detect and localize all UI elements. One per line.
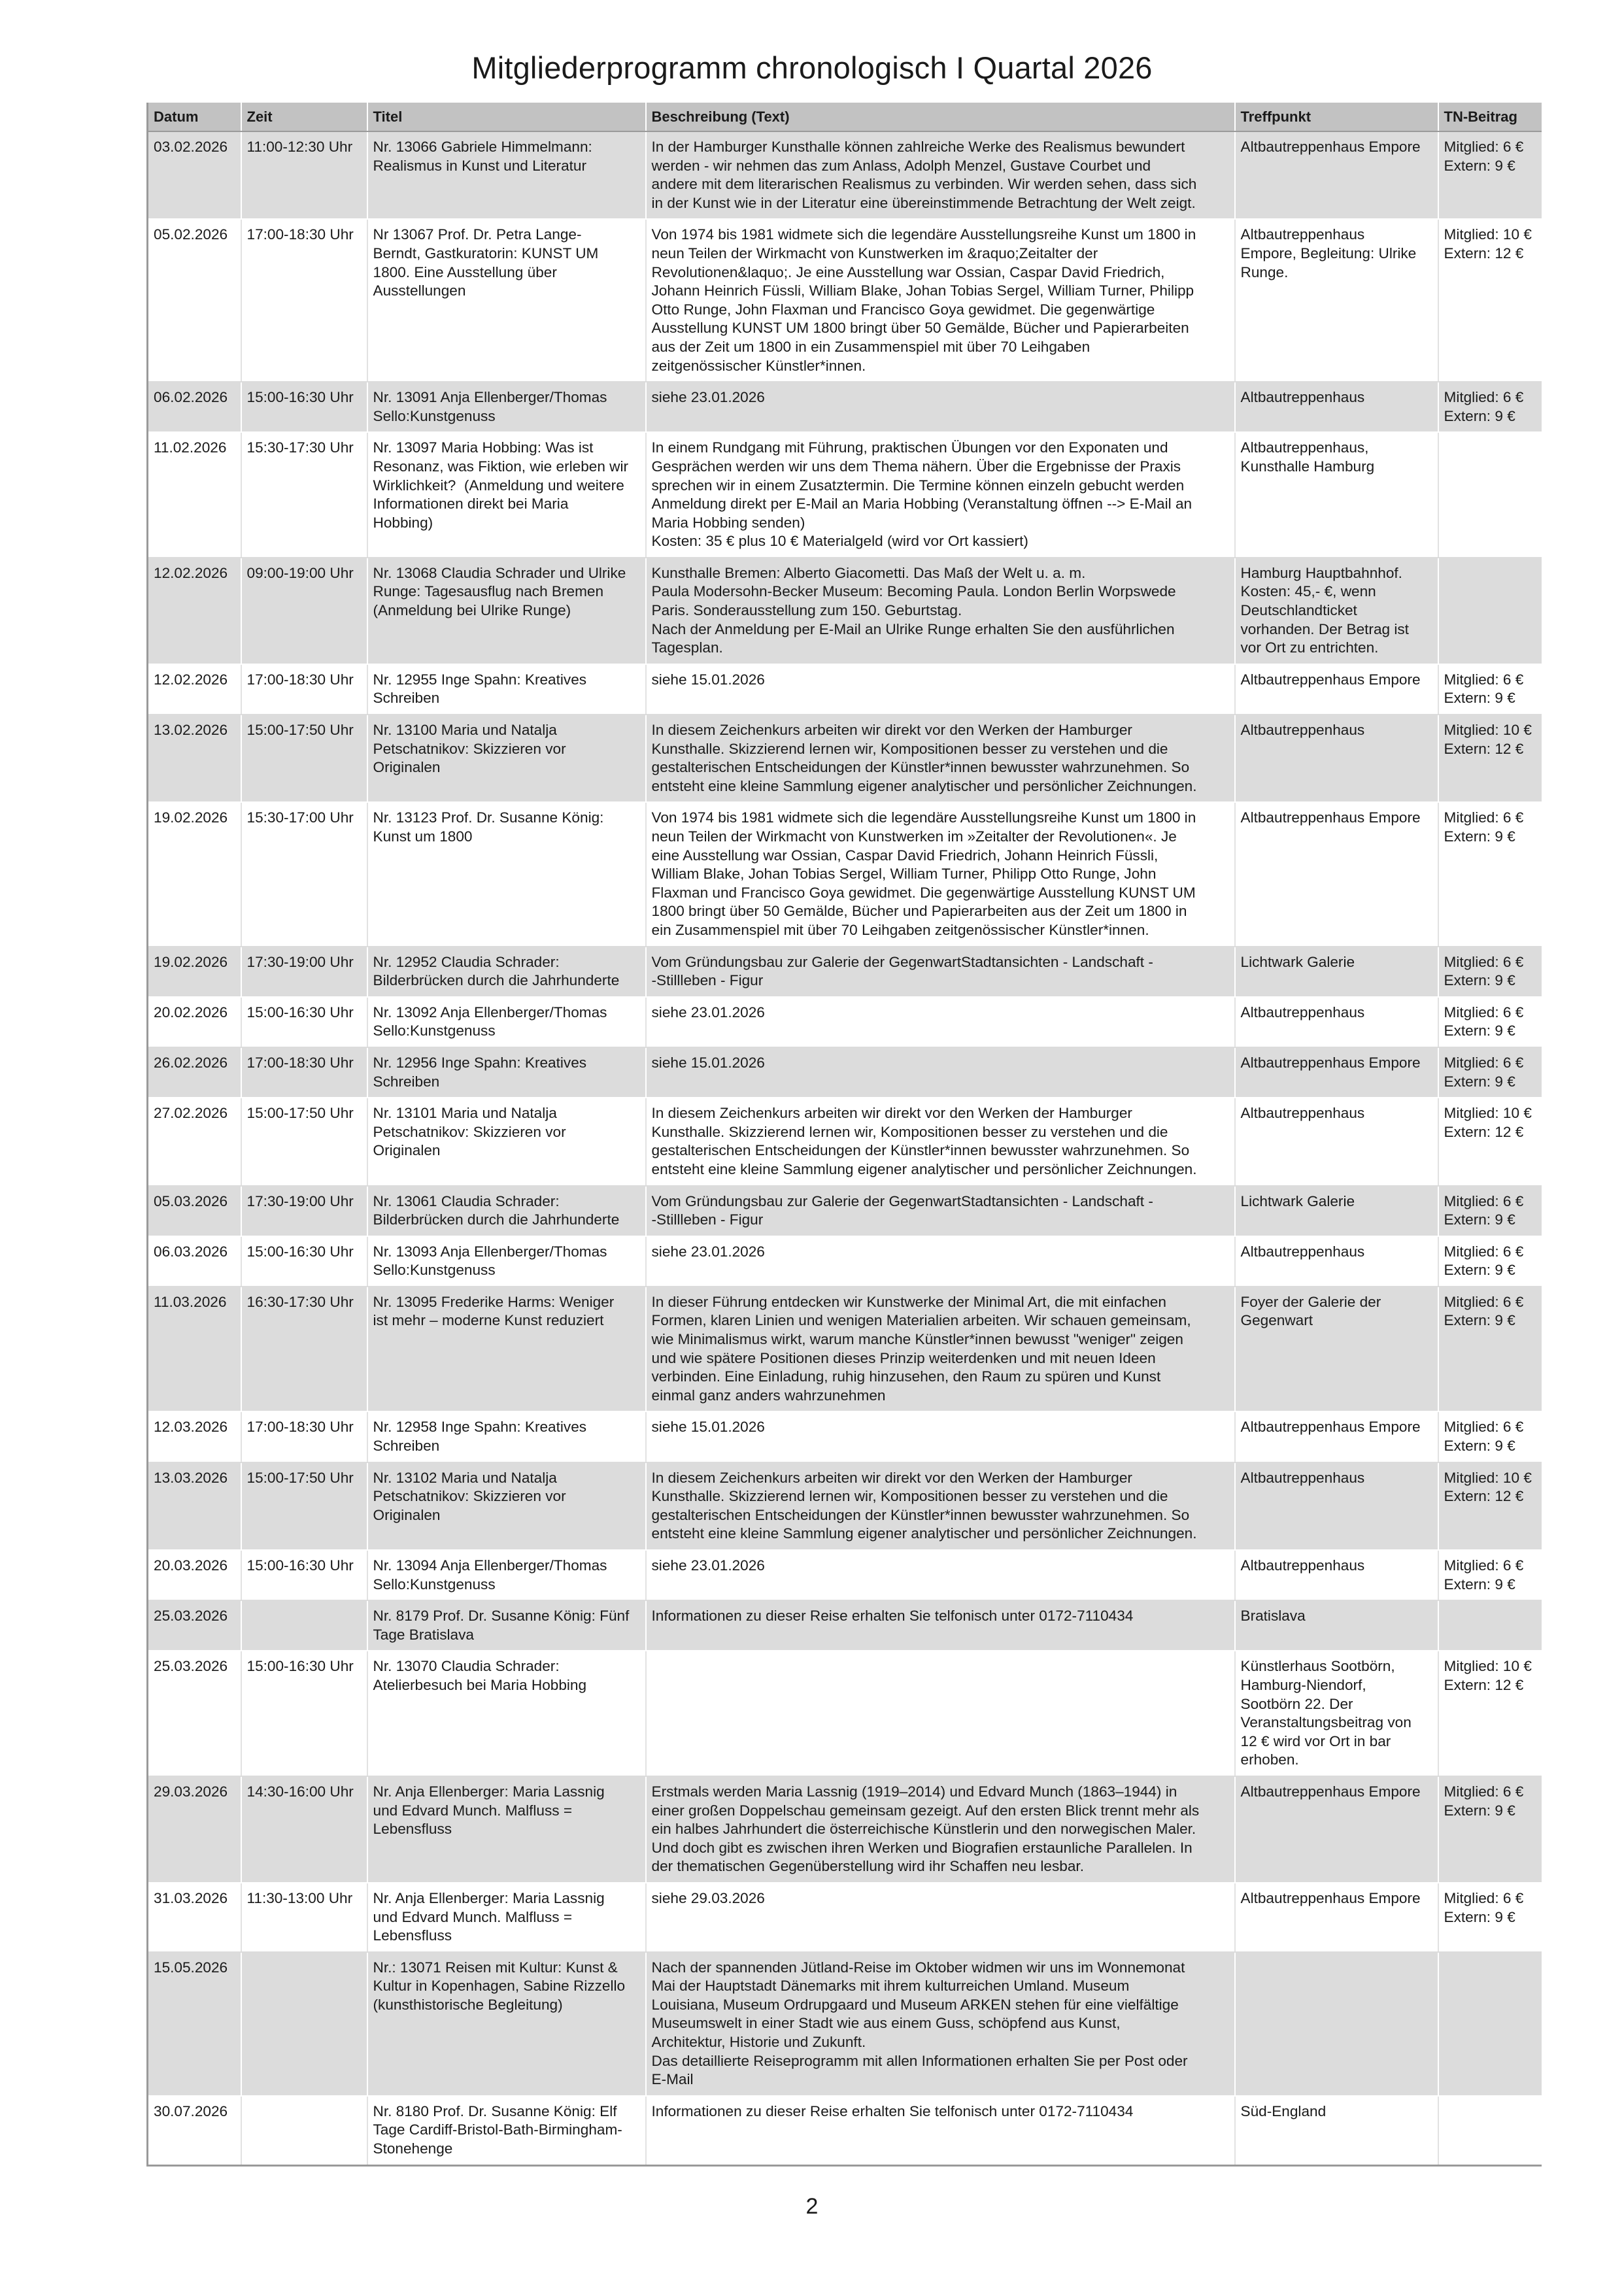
cell-time: 11:30-13:00 Uhr <box>241 1883 367 1952</box>
cell-date: 06.02.2026 <box>148 382 241 432</box>
cell-time: 15:00-17:50 Uhr <box>241 1098 367 1185</box>
cell-meeting-point: Altbautreppenhaus <box>1235 1236 1438 1287</box>
cell-time: 09:00-19:00 Uhr <box>241 558 367 664</box>
cell-date: 19.02.2026 <box>148 947 241 997</box>
cell-date: 12.03.2026 <box>148 1411 241 1462</box>
table-row <box>148 1047 1542 1098</box>
cell-time: 15:00-16:30 Uhr <box>241 1651 367 1776</box>
cell-fee <box>1438 1952 1542 2096</box>
cell-meeting-point: Altbautreppenhaus Empore <box>1235 802 1438 946</box>
cell-description: siehe 15.01.2026 <box>646 1047 1235 1098</box>
cell-fee: Mitglied: 10 € Extern: 12 € <box>1438 1651 1542 1776</box>
table-row <box>148 2096 1542 2165</box>
cell-time: 15:00-17:50 Uhr <box>241 1462 367 1550</box>
table-row <box>148 715 1542 802</box>
cell-date: 29.03.2026 <box>148 1776 241 1883</box>
cell-fee: Mitglied: 6 € Extern: 9 € <box>1438 664 1542 715</box>
cell-date: 15.05.2026 <box>148 1952 241 2096</box>
cell-time: 15:00-16:30 Uhr <box>241 382 367 432</box>
cell-meeting-point: Lichtwark Galerie <box>1235 947 1438 997</box>
cell-fee <box>1438 558 1542 664</box>
table-row <box>148 1550 1542 1600</box>
cell-date: 25.03.2026 <box>148 1651 241 1776</box>
cell-description: Nach der spannenden Jütland-Reise im Oktober widmen wir uns im Wonnemonat Mai der Hauptstadt Dänemarks mit ihrem kulturreichen Umland. Museum Louisiana, Museum Ordrupgaard und Museum ARKEN stehen für eine vielfältige Museumswelt in einer Stadt wie aus einem Guss, schöpfend aus Kunst, Architektur, Historie und Zukunft. Das detaillierte Reiseprogramm mit allen Informationen erhalten Sie per Post oder E-Mail <box>646 1952 1235 2096</box>
cell-date: 20.03.2026 <box>148 1550 241 1600</box>
cell-description: In einem Rundgang mit Führung, praktischen Übungen vor den Exponaten und Gesprächen werden wir uns dem Thema nähern. Über die Ergebnisse der Praxis sprechen wir in einem Zusatztermin. Die Termine können einzeln gebucht werden Anmeldung direkt per E-Mail an Maria Hobbing (Veranstaltung öffnen --> E-Mail an Maria Hobbing senden) Kosten: 35 € plus 10 € Materialgeld (wird vor Ort kassiert) <box>646 432 1235 558</box>
cell-description: In der Hamburger Kunsthalle können zahlreiche Werke des Realismus bewundert werden - wir nehmen das zum Anlass, Adolph Menzel, Gustave Courbet und andere mit dem literarischen Realismus zu verbinden. Wir werden sehen, dass sich in der Kunst wie in der Literatur eine übereinstimmende Betrachtung der Welt zeigt. <box>646 131 1235 219</box>
table-row <box>148 802 1542 946</box>
table-header <box>148 103 1542 131</box>
cell-title: Nr. 13095 Frederike Harms: Weniger ist mehr – moderne Kunst reduziert <box>367 1287 646 1412</box>
table-row <box>148 1883 1542 1952</box>
cell-description: siehe 23.01.2026 <box>646 1550 1235 1600</box>
cell-date: 05.03.2026 <box>148 1186 241 1236</box>
cell-date: 11.03.2026 <box>148 1287 241 1412</box>
cell-fee: Mitglied: 6 € Extern: 9 € <box>1438 947 1542 997</box>
cell-fee: Mitglied: 6 € Extern: 9 € <box>1438 997 1542 1047</box>
cell-fee: Mitglied: 10 € Extern: 12 € <box>1438 219 1542 382</box>
cell-meeting-point: Altbautreppenhaus Empore <box>1235 1411 1438 1462</box>
cell-meeting-point <box>1235 1952 1438 2096</box>
table-row <box>148 432 1542 558</box>
program-table <box>146 103 1542 2167</box>
cell-time: 15:30-17:00 Uhr <box>241 802 367 946</box>
cell-title: Nr. 13101 Maria und Natalja Petschatnikov: Skizzieren vor Originalen <box>367 1098 646 1185</box>
cell-fee: Mitglied: 10 € Extern: 12 € <box>1438 1462 1542 1550</box>
cell-fee: Mitglied: 6 € Extern: 9 € <box>1438 1236 1542 1287</box>
page-number: 2 <box>805 2194 819 2219</box>
cell-title: Nr. 13066 Gabriele Himmelmann: Realismus in Kunst und Literatur <box>367 131 646 219</box>
cell-meeting-point: Altbautreppenhaus Empore <box>1235 664 1438 715</box>
cell-time: 17:30-19:00 Uhr <box>241 947 367 997</box>
page-title: Mitgliederprogramm chronologisch I Quartal 2026 <box>471 50 1153 85</box>
cell-meeting-point: Altbautreppenhaus <box>1235 1462 1438 1550</box>
cell-description: Von 1974 bis 1981 widmete sich die legendäre Ausstellungsreihe Kunst um 1800 in neun Teilen der Wirkmacht von Kunstwerken im »Zeitalter der Revolutionen«. Je eine Ausstellung war Ossian, Caspar David Friedrich, Johann Heinrich Füssli, William Blake, Johan Tobias Sergel, William Turner, Philipp Otto Runge, John Flaxman und Francisco Goya gewidmet. Die gegenwärtige Ausstellung KUNST UM 1800 bringt über 50 Gemälde, Bücher und Papierarbeiten aus der Zeit um 1800 in ein Zusammenspiel mit über 70 Leihgaben zeitgenössischer Künstler*innen. <box>646 802 1235 946</box>
cell-description: siehe 23.01.2026 <box>646 1236 1235 1287</box>
column-header-date: Datum <box>148 103 241 131</box>
table-row <box>148 1462 1542 1550</box>
cell-time: 16:30-17:30 Uhr <box>241 1287 367 1412</box>
cell-title: Nr. 13070 Claudia Schrader: Atelierbesuch bei Maria Hobbing <box>367 1651 646 1776</box>
cell-date: 30.07.2026 <box>148 2096 241 2165</box>
program-table-container <box>146 103 1540 2167</box>
cell-time <box>241 1600 367 1651</box>
cell-description: Erstmals werden Maria Lassnig (1919–2014) und Edvard Munch (1863–1944) in einer großen Doppelschau gemeinsam gezeigt. Auf den ersten Blick trennt mehr als ein halbes Jahrhundert die österreichische Künstlerin und den norwegischen Maler. Und doch gibt es zwischen ihren Werken und Biografien erstaunliche Parallelen. In der thematischen Gegenüberstellung wird ihr Schaffen neu lesbar. <box>646 1776 1235 1883</box>
cell-title: Nr. 12952 Claudia Schrader: Bilderbrücken durch die Jahrhunderte <box>367 947 646 997</box>
cell-description: siehe 29.03.2026 <box>646 1883 1235 1952</box>
table-row <box>148 947 1542 997</box>
cell-title: Nr. 13092 Anja Ellenberger/Thomas Sello:Kunstgenuss <box>367 997 646 1047</box>
cell-description: Kunsthalle Bremen: Alberto Giacometti. Das Maß der Welt u. a. m. Paula Modersohn-Becker Museum: Becoming Paula. London Berlin Worpswede Paris. Sonderausstellung zum 150. Geburtstag. Nach der Anmeldung per E-Mail an Ulrike Runge erhalten Sie den ausführlichen Tagesplan. <box>646 558 1235 664</box>
table-row <box>148 1287 1542 1412</box>
table-row <box>148 1411 1542 1462</box>
table-row <box>148 1098 1542 1185</box>
cell-time: 17:00-18:30 Uhr <box>241 1411 367 1462</box>
table-row <box>148 997 1542 1047</box>
cell-fee: Mitglied: 6 € Extern: 9 € <box>1438 1883 1542 1952</box>
cell-date: 06.03.2026 <box>148 1236 241 1287</box>
cell-fee <box>1438 2096 1542 2165</box>
cell-meeting-point: Künstlerhaus Sootbörn, Hamburg-Niendorf, Sootbörn 22. Der Veranstaltungsbeitrag von 12 € wird vor Ort in bar erhoben. <box>1235 1651 1438 1776</box>
cell-meeting-point: Altbautreppenhaus <box>1235 1098 1438 1185</box>
table-header-row <box>148 103 1542 131</box>
cell-description: Vom Gründungsbau zur Galerie der GegenwartStadtansichten - Landschaft - -Stillleben - Figur <box>646 1186 1235 1236</box>
cell-fee: Mitglied: 6 € Extern: 9 € <box>1438 131 1542 219</box>
cell-time: 17:00-18:30 Uhr <box>241 1047 367 1098</box>
cell-title: Nr. Anja Ellenberger: Maria Lassnig und Edvard Munch. Malfluss = Lebensfluss <box>367 1776 646 1883</box>
cell-title: Nr. 12956 Inge Spahn: Kreatives Schreiben <box>367 1047 646 1098</box>
cell-title: Nr. 13123 Prof. Dr. Susanne König: Kunst um 1800 <box>367 802 646 946</box>
table-row <box>148 1651 1542 1776</box>
cell-date: 05.02.2026 <box>148 219 241 382</box>
column-header-fee: TN-Beitrag <box>1438 103 1542 131</box>
cell-fee: Mitglied: 6 € Extern: 9 € <box>1438 1550 1542 1600</box>
cell-meeting-point: Altbautreppenhaus Empore <box>1235 1883 1438 1952</box>
cell-title: Nr. 13102 Maria und Natalja Petschatnikov: Skizzieren vor Originalen <box>367 1462 646 1550</box>
table-body <box>148 131 1542 2165</box>
table-row <box>148 382 1542 432</box>
cell-fee: Mitglied: 10 € Extern: 12 € <box>1438 715 1542 802</box>
cell-fee: Mitglied: 6 € Extern: 9 € <box>1438 1047 1542 1098</box>
cell-date: 20.02.2026 <box>148 997 241 1047</box>
column-header-description: Beschreibung (Text) <box>646 103 1235 131</box>
cell-description <box>646 1651 1235 1776</box>
cell-meeting-point: Altbautreppenhaus Empore <box>1235 1047 1438 1098</box>
cell-title: Nr. Anja Ellenberger: Maria Lassnig und Edvard Munch. Malfluss = Lebensfluss <box>367 1883 646 1952</box>
cell-time: 17:00-18:30 Uhr <box>241 664 367 715</box>
cell-fee: Mitglied: 6 € Extern: 9 € <box>1438 1411 1542 1462</box>
table-row <box>148 131 1542 219</box>
cell-meeting-point: Altbautreppenhaus <box>1235 997 1438 1047</box>
cell-date: 13.03.2026 <box>148 1462 241 1550</box>
cell-description: In diesem Zeichenkurs arbeiten wir direkt vor den Werken der Hamburger Kunsthalle. Skizzierend lernen wir, Kompositionen besser zu verstehen und die gestalterischen Entscheidungen der Künstler*innen bewusster wahrzunehmen. So entsteht eine kleine Sammlung eigener analytischer und persönlicher Zeichnungen. <box>646 1098 1235 1185</box>
cell-date: 25.03.2026 <box>148 1600 241 1651</box>
cell-description: siehe 23.01.2026 <box>646 382 1235 432</box>
cell-title: Nr.: 13071 Reisen mit Kultur: Kunst & Kultur in Kopenhagen, Sabine Rizzello (kunsthistorische Begleitung) <box>367 1952 646 2096</box>
cell-time <box>241 2096 367 2165</box>
cell-fee: Mitglied: 6 € Extern: 9 € <box>1438 802 1542 946</box>
cell-date: 27.02.2026 <box>148 1098 241 1185</box>
cell-time: 17:00-18:30 Uhr <box>241 219 367 382</box>
cell-time: 15:00-17:50 Uhr <box>241 715 367 802</box>
cell-fee <box>1438 1600 1542 1651</box>
cell-title: Nr. 8180 Prof. Dr. Susanne König: Elf Tage Cardiff-Bristol-Bath-Birmingham- Stonehenge <box>367 2096 646 2165</box>
cell-description: siehe 15.01.2026 <box>646 664 1235 715</box>
cell-description: Von 1974 bis 1981 widmete sich die legendäre Ausstellungsreihe Kunst um 1800 in neun Teilen der Wirkmacht von Kunstwerken im &raquo;Zeitalter der Revolutionen&laquo;. Je eine Ausstellung war Ossian, Caspar David Friedrich, Johann Heinrich Füssli, William Blake, Johan Tobias Sergel, William Turner, Philipp Otto Runge, John Flaxman und Francisco Goya gewidmet. Die gegenwärtige Ausstellung KUNST UM 1800 bringt über 50 Gemälde, Bücher und Papierarbeiten aus der Zeit um 1800 in ein Zusammenspiel mit über 70 Leihgaben zeitgenössischer Künstler*innen. <box>646 219 1235 382</box>
cell-date: 26.02.2026 <box>148 1047 241 1098</box>
cell-date: 12.02.2026 <box>148 558 241 664</box>
cell-date: 13.02.2026 <box>148 715 241 802</box>
cell-meeting-point: Lichtwark Galerie <box>1235 1186 1438 1236</box>
cell-date: 03.02.2026 <box>148 131 241 219</box>
cell-date: 12.02.2026 <box>148 664 241 715</box>
cell-meeting-point: Altbautreppenhaus Empore <box>1235 131 1438 219</box>
cell-fee <box>1438 432 1542 558</box>
cell-meeting-point: Altbautreppenhaus Empore <box>1235 1776 1438 1883</box>
cell-description: In dieser Führung entdecken wir Kunstwerke der Minimal Art, die mit einfachen Formen, klaren Linien und wenigen Materialien arbeiten. Wir schauen gemeinsam, wie Minimalismus wirkt, warum manche Künstler*innen bewusst "weniger" zeigen und wie spätere Positionen dieses Prinzip weiterdenken und mit neuen Ideen verbinden. Eine Einladung, ruhig hinzusehen, den Raum zu spüren und Kunst einmal ganz anders wahrzunehmen <box>646 1287 1235 1412</box>
column-header-meeting-point: Treffpunkt <box>1235 103 1438 131</box>
cell-meeting-point: Foyer der Galerie der Gegenwart <box>1235 1287 1438 1412</box>
cell-description: Informationen zu dieser Reise erhalten Sie telfonisch unter 0172-7110434 <box>646 1600 1235 1651</box>
cell-fee: Mitglied: 6 € Extern: 9 € <box>1438 1287 1542 1412</box>
column-header-title: Titel <box>367 103 646 131</box>
cell-title: Nr. 12955 Inge Spahn: Kreatives Schreiben <box>367 664 646 715</box>
table-row <box>148 1600 1542 1651</box>
cell-fee: Mitglied: 6 € Extern: 9 € <box>1438 1186 1542 1236</box>
cell-meeting-point: Altbautreppenhaus <box>1235 382 1438 432</box>
table-row <box>148 1236 1542 1287</box>
cell-time: 15:30-17:30 Uhr <box>241 432 367 558</box>
cell-time <box>241 1952 367 2096</box>
cell-time: 14:30-16:00 Uhr <box>241 1776 367 1883</box>
table-row <box>148 1776 1542 1883</box>
cell-time: 15:00-16:30 Uhr <box>241 997 367 1047</box>
cell-title: Nr. 13097 Maria Hobbing: Was ist Resonanz, was Fiktion, wie erleben wir Wirklichkeit? (Anmeldung und weitere Informationen direkt bei Maria Hobbing) <box>367 432 646 558</box>
cell-meeting-point: Altbautreppenhaus <box>1235 1550 1438 1600</box>
cell-title: Nr. 13100 Maria und Natalja Petschatnikov: Skizzieren vor Originalen <box>367 715 646 802</box>
cell-description: siehe 15.01.2026 <box>646 1411 1235 1462</box>
cell-meeting-point: Hamburg Hauptbahnhof. Kosten: 45,- €, wenn Deutschlandticket vorhanden. Der Betrag ist vor Ort zu entrichten. <box>1235 558 1438 664</box>
cell-date: 19.02.2026 <box>148 802 241 946</box>
table-row <box>148 664 1542 715</box>
cell-title: Nr. 13091 Anja Ellenberger/Thomas Sello:Kunstgenuss <box>367 382 646 432</box>
cell-description: In diesem Zeichenkurs arbeiten wir direkt vor den Werken der Hamburger Kunsthalle. Skizzierend lernen wir, Kompositionen besser zu verstehen und die gestalterischen Entscheidungen der Künstler*innen bewusster wahrzunehmen. So entsteht eine kleine Sammlung eigener analytischer und persönlicher Zeichnungen. <box>646 715 1235 802</box>
cell-fee: Mitglied: 10 € Extern: 12 € <box>1438 1098 1542 1185</box>
cell-meeting-point: Altbautreppenhaus Empore, Begleitung: Ulrike Runge. <box>1235 219 1438 382</box>
cell-description: In diesem Zeichenkurs arbeiten wir direkt vor den Werken der Hamburger Kunsthalle. Skizzierend lernen wir, Kompositionen besser zu verstehen und die gestalterischen Entscheidungen der Künstler*innen bewusster wahrzunehmen. So entsteht eine kleine Sammlung eigener analytischer und persönlicher Zeichnungen. <box>646 1462 1235 1550</box>
column-header-time: Zeit <box>241 103 367 131</box>
cell-title: Nr. 8179 Prof. Dr. Susanne König: Fünf Tage Bratislava <box>367 1600 646 1651</box>
cell-meeting-point: Bratislava <box>1235 1600 1438 1651</box>
table-row <box>148 1952 1542 2096</box>
cell-date: 11.02.2026 <box>148 432 241 558</box>
cell-title: Nr. 13093 Anja Ellenberger/Thomas Sello:Kunstgenuss <box>367 1236 646 1287</box>
cell-meeting-point: Altbautreppenhaus, Kunsthalle Hamburg <box>1235 432 1438 558</box>
table-row <box>148 219 1542 382</box>
cell-title: Nr. 13061 Claudia Schrader: Bilderbrücken durch die Jahrhunderte <box>367 1186 646 1236</box>
cell-title: Nr. 13094 Anja Ellenberger/Thomas Sello:Kunstgenuss <box>367 1550 646 1600</box>
table-row <box>148 558 1542 664</box>
cell-description: Vom Gründungsbau zur Galerie der GegenwartStadtansichten - Landschaft - -Stillleben - Figur <box>646 947 1235 997</box>
cell-meeting-point: Süd-England <box>1235 2096 1438 2165</box>
cell-time: 15:00-16:30 Uhr <box>241 1236 367 1287</box>
cell-description: siehe 23.01.2026 <box>646 997 1235 1047</box>
cell-title: Nr 13067 Prof. Dr. Petra Lange- Berndt, Gastkuratorin: KUNST UM 1800. Eine Ausstellung über Ausstellungen <box>367 219 646 382</box>
cell-fee: Mitglied: 6 € Extern: 9 € <box>1438 1776 1542 1883</box>
cell-date: 31.03.2026 <box>148 1883 241 1952</box>
cell-time: 17:30-19:00 Uhr <box>241 1186 367 1236</box>
cell-title: Nr. 12958 Inge Spahn: Kreatives Schreiben <box>367 1411 646 1462</box>
cell-time: 15:00-16:30 Uhr <box>241 1550 367 1600</box>
cell-title: Nr. 13068 Claudia Schrader und Ulrike Runge: Tagesausflug nach Bremen (Anmeldung bei Ulrike Runge) <box>367 558 646 664</box>
cell-description: Informationen zu dieser Reise erhalten Sie telfonisch unter 0172-7110434 <box>646 2096 1235 2165</box>
cell-time: 11:00-12:30 Uhr <box>241 131 367 219</box>
cell-fee: Mitglied: 6 € Extern: 9 € <box>1438 382 1542 432</box>
table-row <box>148 1186 1542 1236</box>
cell-meeting-point: Altbautreppenhaus <box>1235 715 1438 802</box>
